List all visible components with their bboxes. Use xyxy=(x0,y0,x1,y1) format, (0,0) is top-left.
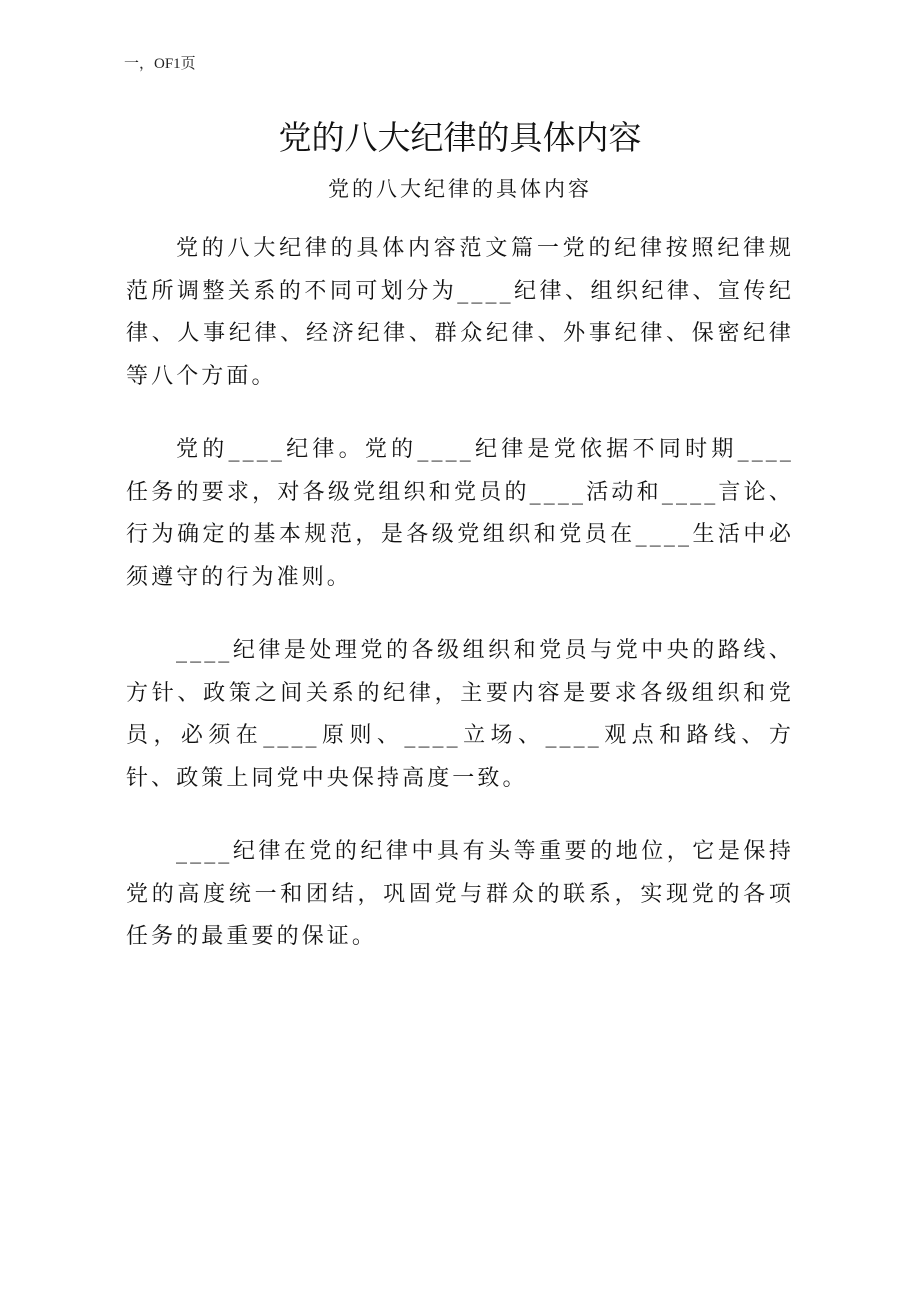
paragraph-4: ____纪律在党的纪律中具有头等重要的地位，它是保持党的高度统一和团结，巩固党与群众的联系，实现党的各项任务的最重要的保证。 xyxy=(126,839,794,949)
page-header-marker: 一，OF1页 xyxy=(124,56,196,72)
paragraph-1: 党的八大纪律的具体内容范文篇一党的纪律按照纪律规范所调整关系的不同可划分为____纪律、组织纪律、宣传纪律、人事纪律、经济纪律、群众纪律、外事纪律、保密纪律等八个方面。 xyxy=(126,236,794,389)
paragraph-2: 党的____纪律。党的____纪律是党依据不同时期____任务的要求，对各级党组织和党员的____活动和____言论、行为确定的基本规范，是各级党组织和党员在____生活中必须遵守的行为准则。 xyxy=(126,437,794,590)
paragraph-3: ____纪律是处理党的各级组织和党员与党中央的路线、方针、政策之间关系的纪律，主要内容是要求各级组织和党员，必须在____原则、____立场、____观点和路线、方针、政策上同党中央保持高度一致。 xyxy=(126,638,794,791)
document-body xyxy=(126,228,794,990)
document-title: 党的八大纪律的具体内容 xyxy=(278,118,642,157)
document-subtitle: 党的八大纪律的具体内容 xyxy=(328,177,592,201)
